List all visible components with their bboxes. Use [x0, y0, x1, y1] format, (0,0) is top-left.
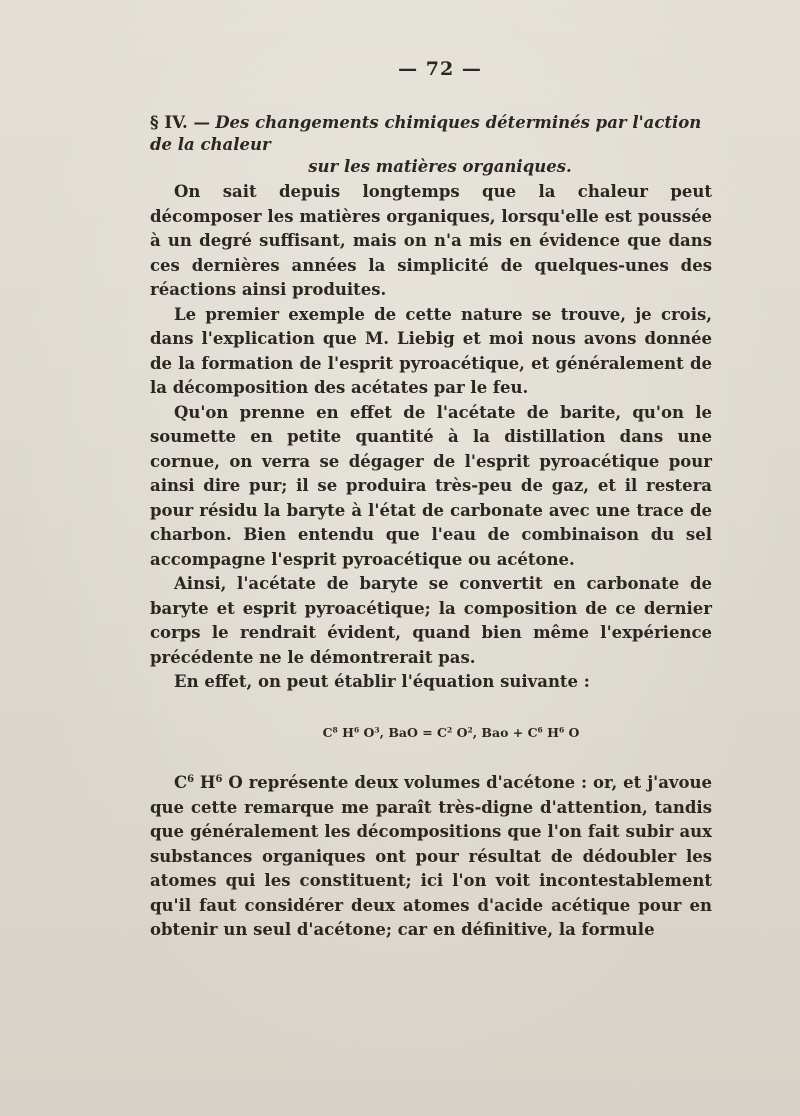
formula-part: , BaO = C	[379, 724, 448, 740]
body-text	[150, 180, 712, 943]
formula-sup: 6	[187, 774, 195, 786]
formula-sup: 2	[467, 725, 473, 734]
page-number: — 72 —	[398, 58, 482, 80]
formula-sup: 6	[537, 725, 543, 734]
chemical-equation	[150, 721, 712, 746]
paragraph-3: Qu'on prenne en effet de l'acétate de barite, qu'on le soumette en petite quantité à la distillation dans une cornue, on verra se dégager de l'esprit pyroacétique pour ainsi dire pur; il se produira très-peu de gaz, et il restera pour résidu la baryte à l'état de carbonate avec une trace de charbon. Bien entendu que l'eau de combinaison du sel accompagne l'esprit pyroacétique ou acétone.	[150, 402, 712, 569]
section-title-line2: sur les matières organiques.	[308, 157, 572, 176]
formula-sup: 3	[374, 725, 380, 734]
formula-part: H	[337, 724, 354, 740]
paragraph-4: Ainsi, l'acétate de baryte se convertit en carbonate de baryte et esprit pyroacétique; la composition de ce dernier corps le rendrait évident, quand bien même l'expérience précédente ne le démontrerait pas.	[150, 574, 712, 667]
formula-sup: 2	[447, 725, 453, 734]
formula-part: H	[542, 724, 559, 740]
paragraph-5: En effet, on peut établir l'équation suivante :	[174, 672, 590, 691]
paragraph-2: Le premier exemple de cette nature se trouve, je crois, dans l'explication que M. Liebig et moi nous avons donnée de la formation de l'esprit pyroacétique, et généralement de la décomposition des acétates par le feu.	[150, 304, 712, 397]
section-heading	[150, 112, 710, 178]
formula-part: O	[564, 724, 580, 740]
formula-part: C	[322, 724, 333, 740]
section-number: § IV. —	[150, 113, 210, 132]
formula-part: , Bao + C	[472, 724, 538, 740]
paragraph-1: On sait depuis longtemps que la chaleur peut décomposer les matières organiques, lorsqu'elle est poussée à un degré suffisant, mais on n'a mis en évidence que dans ces dernières années la simplicité de quelques-unes des réactions ainsi produites.	[150, 182, 712, 299]
formula-part: O	[359, 724, 375, 740]
formula-sup: 6	[353, 725, 360, 734]
paragraph-6-text: O représente deux volumes d'acétone : or, et j'avoue que cette remarque me paraît très-digne d'attention, tandis que généralement les décompositions que l'on fait subir aux substances organiques ont pour résultat de dédoubler les atomes qui les constituent; ici l'on voit incontestablement qu'il faut considérer deux atomes d'acide acétique pour en obtenir un seul d'acétone; car en définitive, la formule	[150, 773, 712, 939]
paragraph-6	[150, 771, 712, 943]
formula-part: C	[174, 773, 188, 792]
formula-part: O	[452, 724, 468, 740]
formula-part: H	[194, 773, 216, 792]
section-title-line1: Des changements chimiques déterminés par l'action de la chaleur	[150, 113, 702, 154]
formula-sup: 6	[215, 774, 223, 786]
formula-sup: 8	[332, 725, 338, 734]
formula-sup: 6	[558, 725, 565, 734]
